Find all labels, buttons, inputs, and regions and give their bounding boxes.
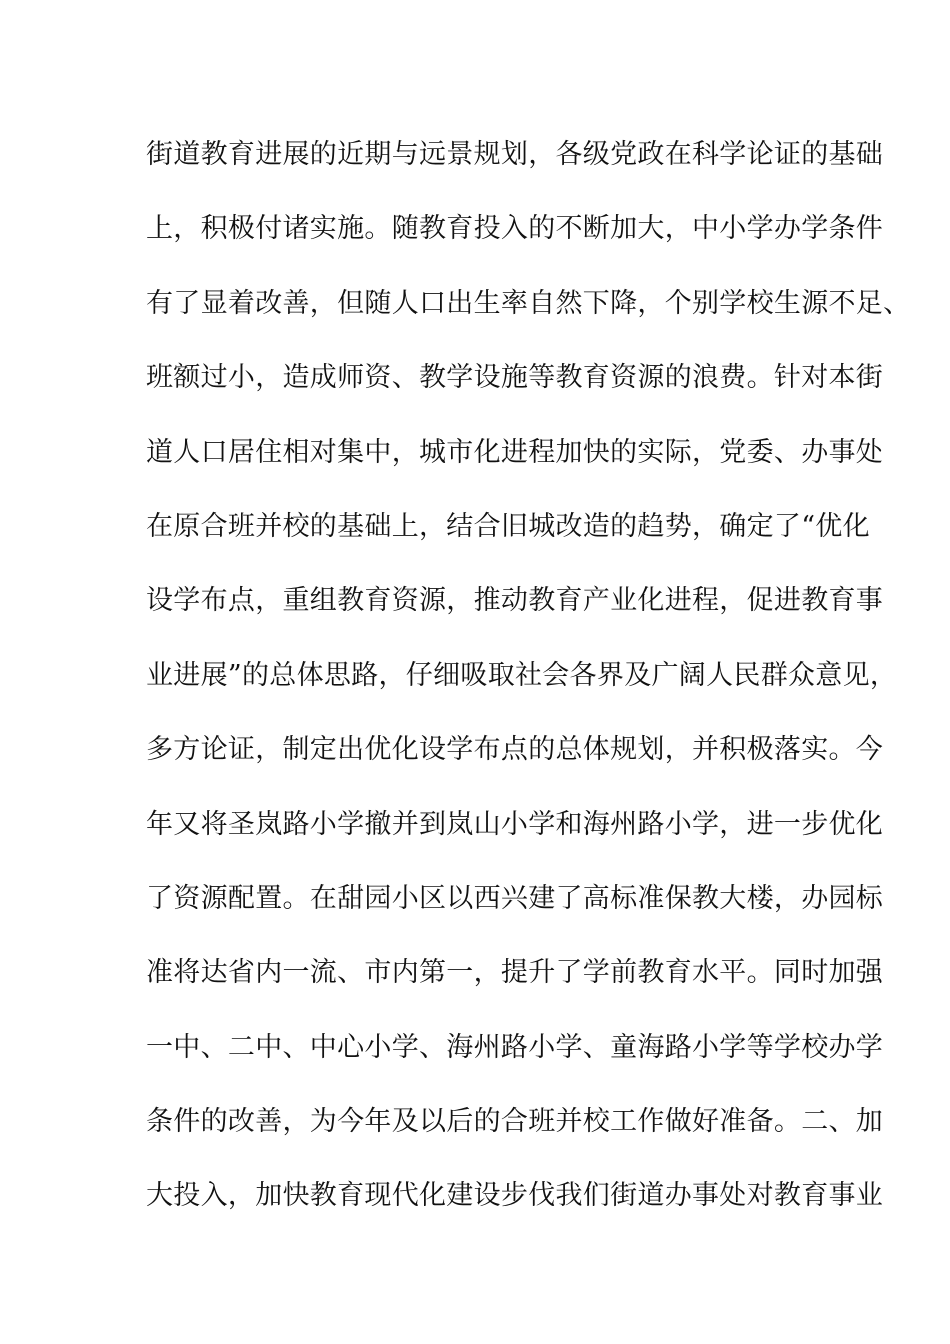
text-line: 有了显着改善，但随人口出生率自然下降，个别学校生源不足、: [146, 287, 911, 319]
text-line: 条件的改善，为今年及以后的合班并校工作做好准备。二、加: [146, 1106, 884, 1138]
text-line: 街道教育进展的近期与远景规划，各级党政在科学论证的基础: [146, 139, 884, 170]
text-line: 道人口居住相对集中，城市化进程加快的实际，党委、办事处: [146, 436, 884, 468]
text-line: 一中、二中、中心小学、海州路小学、童海路小学等学校办学: [146, 1031, 884, 1063]
text-line: 准将达省内一流、市内第一，提升了学前教育水平。同时加强: [146, 957, 884, 989]
body-text: [146, 124, 911, 1240]
text-line: 上，积极付诸实施。随教育投入的不断加大，中小学办学条件: [146, 213, 884, 245]
text-line: 多方论证，制定出优化设学布点的总体规划，并积极落实。今: [146, 734, 884, 766]
text-line: 设学布点，重组教育资源，推动教育产业化进程，促进教育事: [146, 585, 884, 617]
text-line: 年又将圣岚路小学撤并到岚山小学和海州路小学，进一步优化: [146, 808, 884, 840]
text-line: 在原合班并校的基础上，结合旧城改造的趋势，确定了“优化: [146, 510, 870, 542]
text-line: 班额过小，造成师资、教学设施等教育资源的浪费。针对本街: [146, 362, 884, 394]
text-line: 大投入，加快教育现代化建设步伐我们街道办事处对教育事业: [146, 1180, 884, 1212]
text-line: 业进展”的总体思路，仔细吸取社会各界及广阔人民群众意见，: [146, 659, 898, 691]
text-line: 了资源配置。在甜园小区以西兴建了高标准保教大楼，办园标: [146, 882, 884, 914]
